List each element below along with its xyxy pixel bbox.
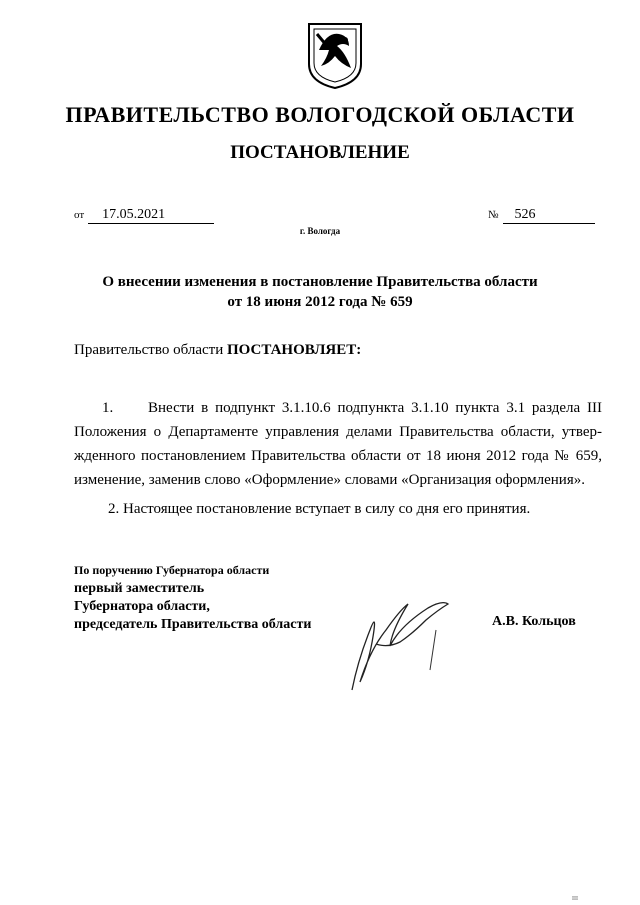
coat-of-arms-icon (305, 20, 365, 90)
paragraph-1-number: 1. (102, 400, 114, 416)
subject-line-2: от 18 июня 2012 года № 659 (227, 294, 413, 310)
city-label: г. Вологда (299, 226, 341, 236)
signature-position-line-1: первый заместитель (74, 581, 205, 596)
footer-mark: III (572, 896, 578, 902)
signature-authority-line: По поручению Губернатора области (74, 563, 270, 577)
signatory-name: А.В. Кольцов (492, 614, 576, 629)
document-subject (60, 272, 580, 312)
number-field (488, 207, 595, 224)
handwritten-signature-icon (330, 590, 480, 700)
document-date: 17.05.2021 (88, 207, 214, 224)
preamble (74, 342, 361, 359)
paragraph-1-text: Внести в подпункт 3.1.10.6 подпункта 3.1.10 пункта 3.1 раздела III Положения о Департаменте управления делами Правительства области, утвер-жденного постановлением Правительства области от 18 июня 2012 года № 659, изменение, заменив слово «Оформление» словами «Организация оформления». (74, 400, 602, 488)
paragraph-2: 2. Настоящее постановление вступает в силу со дня его принятия. (108, 501, 531, 517)
date-prefix: от (74, 209, 85, 221)
signature-position-line-3: председатель Правительства области (74, 617, 312, 632)
government-title: ПРАВИТЕЛЬСТВО ВОЛОГОДСКОЙ ОБЛАСТИ (65, 102, 575, 127)
number-prefix: № (488, 209, 499, 221)
preamble-decree: ПОСТАНОВЛЯЕТ: (226, 342, 362, 358)
date-field (74, 207, 214, 224)
paragraph-1 (74, 396, 602, 492)
document-number: 526 (503, 207, 595, 224)
document-type: ПОСТАНОВЛЕНИЕ (230, 142, 410, 163)
preamble-text: Правительство области (74, 342, 227, 358)
subject-line-1: О внесении изменения в постановление Правительства области (102, 274, 538, 290)
signature-position-line-2: Губернатора области, (74, 599, 210, 614)
